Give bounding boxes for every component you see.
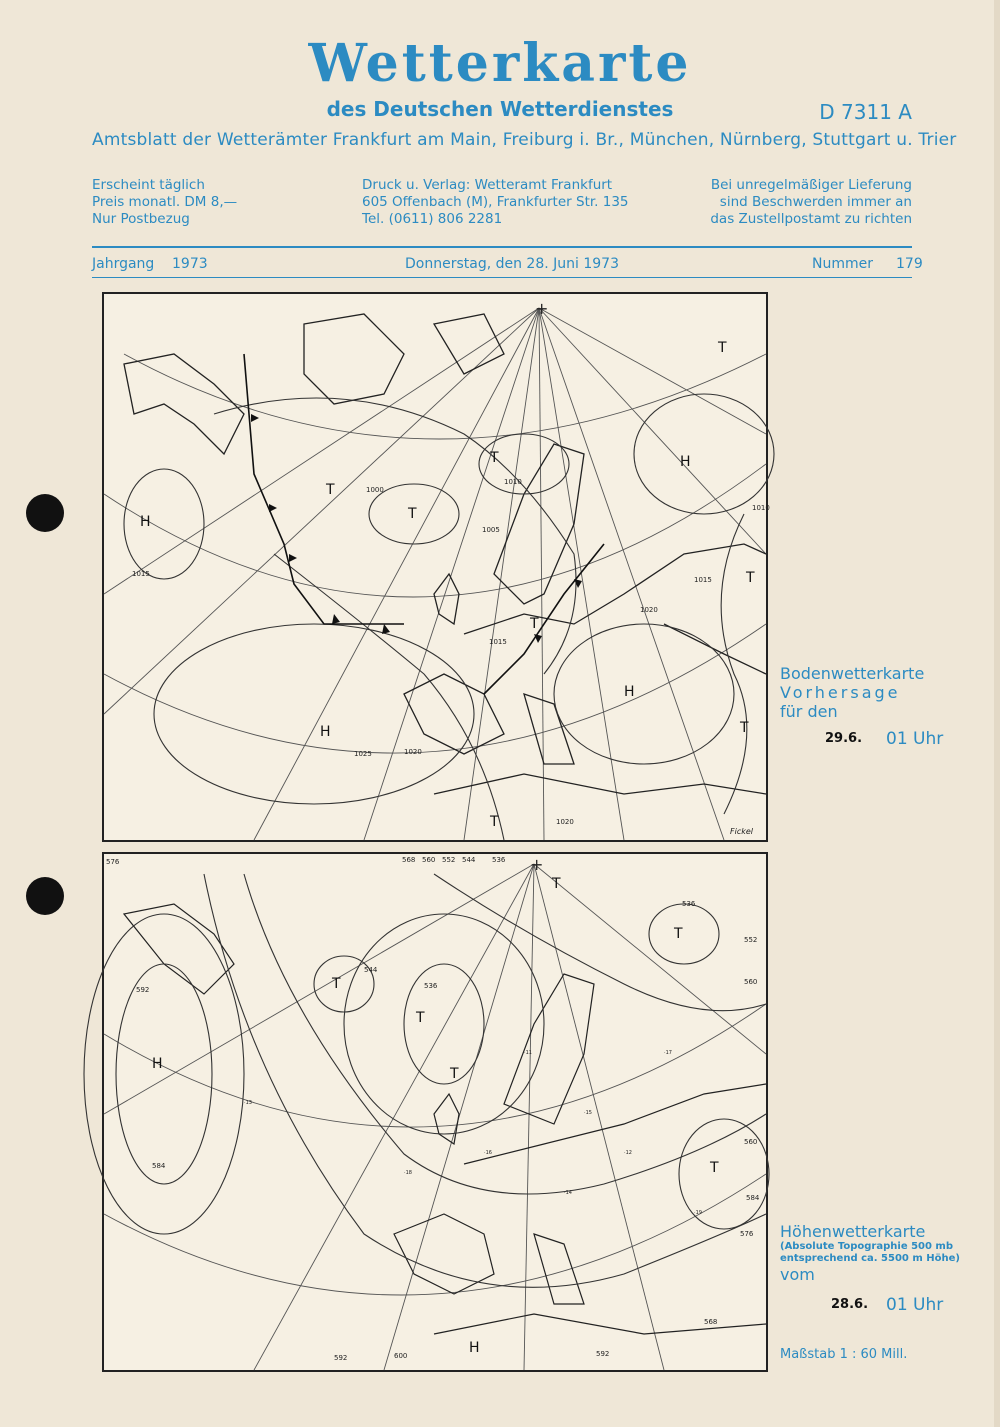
newspaper-title: Wetterkarte xyxy=(308,33,692,94)
coastline-africa xyxy=(434,774,766,794)
caption-note: (Absolute Topographie 500 mb xyxy=(780,1241,954,1252)
issue-date: Donnerstag, den 28. Juni 1973 xyxy=(405,256,619,272)
surface-weather-map xyxy=(102,292,768,842)
low-pressure-label: T xyxy=(450,1066,459,1082)
parallel-line xyxy=(104,624,766,753)
coastline-britain xyxy=(434,1094,459,1144)
contour-value: 592 xyxy=(596,1350,610,1358)
high-pressure-label: H xyxy=(152,1056,163,1072)
low-pressure-label: T xyxy=(718,340,727,356)
high-pressure-label: H xyxy=(469,1340,480,1356)
surface-map-caption xyxy=(780,664,924,721)
svg-text:·11: ·11 xyxy=(524,1050,532,1056)
info-line: sind Beschwerden immer an xyxy=(719,194,912,210)
contour-value: 600 xyxy=(394,1352,408,1360)
isobar xyxy=(274,554,504,840)
high-pressure-label: H xyxy=(140,514,151,530)
info-line: Preis monatl. DM 8,— xyxy=(92,194,238,210)
contour-value: 584 xyxy=(152,1162,166,1170)
contour-value: 560 xyxy=(744,1138,758,1146)
meridian-line xyxy=(539,308,724,840)
info-column-subscription xyxy=(92,177,237,228)
info-line: Erscheint täglich xyxy=(92,177,205,193)
isobar-value: 1020 xyxy=(556,818,574,826)
low-pressure-label: T xyxy=(408,506,417,522)
low-pressure-label: T xyxy=(416,1010,425,1026)
high-pressure-label: H xyxy=(320,724,331,740)
header-divider xyxy=(92,246,912,248)
jahrgang-value: 1973 xyxy=(172,256,208,272)
front-marker xyxy=(251,414,259,422)
svg-text:·18: ·18 xyxy=(404,1170,412,1176)
contour-value: 584 xyxy=(746,1194,760,1202)
punch-hole xyxy=(26,494,64,532)
jahrgang-label: Jahrgang xyxy=(92,256,155,272)
contour-value: 592 xyxy=(334,1354,348,1362)
contour-value: 568 xyxy=(402,856,416,864)
contour-value: 552 xyxy=(442,856,456,864)
height-contour xyxy=(244,874,766,1194)
punch-hole xyxy=(26,877,64,915)
isobar xyxy=(214,398,576,674)
front-marker xyxy=(332,614,340,624)
low-pressure-label: T xyxy=(710,1160,719,1176)
pole-cross: + xyxy=(535,299,549,318)
info-line: Bei unregelmäßiger Lieferung xyxy=(710,177,912,193)
coastline-blacksea xyxy=(664,624,766,674)
cold-front xyxy=(484,544,604,694)
height-contour xyxy=(679,1119,769,1229)
nummer-value: 179 xyxy=(896,256,923,272)
info-line: Druck u. Verlag: Wetteramt Frankfurt xyxy=(362,177,613,193)
low-pressure-label: T xyxy=(332,976,341,992)
caption-note: entsprechend ca. 5500 m Höhe) xyxy=(780,1253,960,1264)
high-pressure-label: H xyxy=(624,684,635,700)
low-pressure-label: T xyxy=(674,926,683,942)
front-marker xyxy=(269,504,277,512)
svg-text:·17: ·17 xyxy=(664,1050,672,1056)
contour-value: 536 xyxy=(492,856,506,864)
height-contour xyxy=(84,914,244,1234)
front-marker xyxy=(382,624,390,634)
low-pressure-label: T xyxy=(326,482,335,498)
contour-value: 560 xyxy=(422,856,436,864)
isobar-value: 1015 xyxy=(489,638,507,646)
meridian-line xyxy=(539,308,766,554)
surface-map-date: 29.6. xyxy=(825,731,863,746)
upper-air-map xyxy=(102,852,768,1372)
contour-value: 552 xyxy=(744,936,758,944)
meridian-line xyxy=(464,308,539,840)
coastline-italy xyxy=(534,1234,584,1304)
height-contour xyxy=(116,964,212,1184)
isobar-value: 1000 xyxy=(366,486,384,494)
meridian-line xyxy=(539,308,624,840)
caption-title: Bodenwetterkarte xyxy=(780,664,925,683)
contour-value: 536 xyxy=(682,900,696,908)
svg-text:·15: ·15 xyxy=(584,1110,592,1116)
caption-forecast: Vorhersage xyxy=(780,683,901,702)
contour-value: 568 xyxy=(704,1318,718,1326)
pole-cross: + xyxy=(530,855,544,874)
svg-text:·14: ·14 xyxy=(564,1190,572,1196)
low-pressure-label: T xyxy=(552,876,561,892)
contour-value: 576 xyxy=(106,858,120,866)
meridian-line xyxy=(524,864,534,1370)
contour-value: 544 xyxy=(364,966,378,974)
high-pressure-label: H xyxy=(680,454,691,470)
isobar xyxy=(634,394,774,514)
svg-text:·16: ·16 xyxy=(484,1150,492,1156)
contour-value: 576 xyxy=(740,1230,754,1238)
isobar-value: 1020 xyxy=(404,748,422,756)
coastline-scandinavia xyxy=(504,974,594,1124)
surface-map-drawing xyxy=(104,294,770,840)
isobar-value: 1010 xyxy=(504,478,522,486)
publication-code: D 7311 A xyxy=(819,100,912,124)
meridian-line xyxy=(534,864,664,1370)
parallel-line xyxy=(104,1174,766,1295)
coastline-europe-north xyxy=(464,1084,766,1164)
front-marker xyxy=(289,554,297,562)
contour-value: 560 xyxy=(744,978,758,986)
info-column-publisher xyxy=(362,177,629,228)
info-line: Nur Postbezug xyxy=(92,211,190,227)
coastline-svalbard xyxy=(434,314,504,374)
isobar-value: 1025 xyxy=(354,750,372,758)
page-edge xyxy=(994,0,1000,1427)
coastline-greenland xyxy=(124,904,234,994)
isobar-value: 1005 xyxy=(482,526,500,534)
isobar-value: 1015 xyxy=(694,576,712,584)
upper-air-map-time: 01 Uhr xyxy=(886,1295,944,1315)
low-pressure-label: T xyxy=(530,616,539,632)
nummer-label: Nummer xyxy=(812,256,873,272)
info-line: Tel. (0611) 806 2281 xyxy=(362,211,503,227)
svg-text:·13: ·13 xyxy=(244,1100,252,1106)
coastline-iceland xyxy=(304,314,404,404)
coastline-greenland xyxy=(124,354,244,454)
height-contour xyxy=(314,956,374,1012)
meridian-line xyxy=(534,864,766,1054)
map-scale: Maßstab 1 : 60 Mill. xyxy=(780,1347,908,1362)
isobar-value: 1015 xyxy=(132,570,150,578)
meridian-line xyxy=(254,308,539,840)
height-contour xyxy=(649,904,719,964)
low-pressure-label: T xyxy=(490,450,499,466)
upper-air-map-drawing xyxy=(104,854,766,1370)
contour-value: 592 xyxy=(136,986,150,994)
caption-title: Höhenwetterkarte xyxy=(780,1222,926,1241)
meridian-line xyxy=(254,864,534,1370)
meridian-line xyxy=(104,864,534,1114)
front-marker xyxy=(574,579,582,588)
contour-value: 544 xyxy=(462,856,476,864)
height-contour xyxy=(434,874,766,1011)
contour-value: 536 xyxy=(424,982,438,990)
svg-text:·19: ·19 xyxy=(694,1210,702,1216)
low-pressure-label: T xyxy=(740,720,749,736)
cartographer-signature: Fickel xyxy=(730,827,753,836)
low-pressure-label: T xyxy=(490,814,499,830)
newspaper-subtitle: des Deutschen Wetterdienstes xyxy=(326,97,674,121)
upper-air-map-date: 28.6. xyxy=(831,1297,869,1312)
low-pressure-label: T xyxy=(746,570,755,586)
amtsblatt-line: Amtsblatt der Wetterämter Frankfurt am Main, Freiburg i. Br., München, Nürnberg, Stuttgart u. Trier xyxy=(92,130,957,150)
isobar-value: 1010 xyxy=(752,504,770,512)
info-line: 605 Offenbach (M), Frankfurter Str. 135 xyxy=(362,194,629,210)
parallel-line xyxy=(124,354,766,439)
info-line: das Zustellpostamt zu richten xyxy=(710,211,912,227)
svg-text:·12: ·12 xyxy=(624,1150,632,1156)
surface-map-time: 01 Uhr xyxy=(886,729,944,749)
info-column-complaints xyxy=(710,177,912,228)
isobar xyxy=(124,469,204,579)
caption-for: für den xyxy=(780,702,838,721)
upper-air-map-caption xyxy=(780,1222,960,1284)
meridian-line xyxy=(104,308,539,594)
caption-from: vom xyxy=(780,1265,815,1284)
isobar-value: 1020 xyxy=(640,606,658,614)
issue-divider xyxy=(92,277,912,278)
